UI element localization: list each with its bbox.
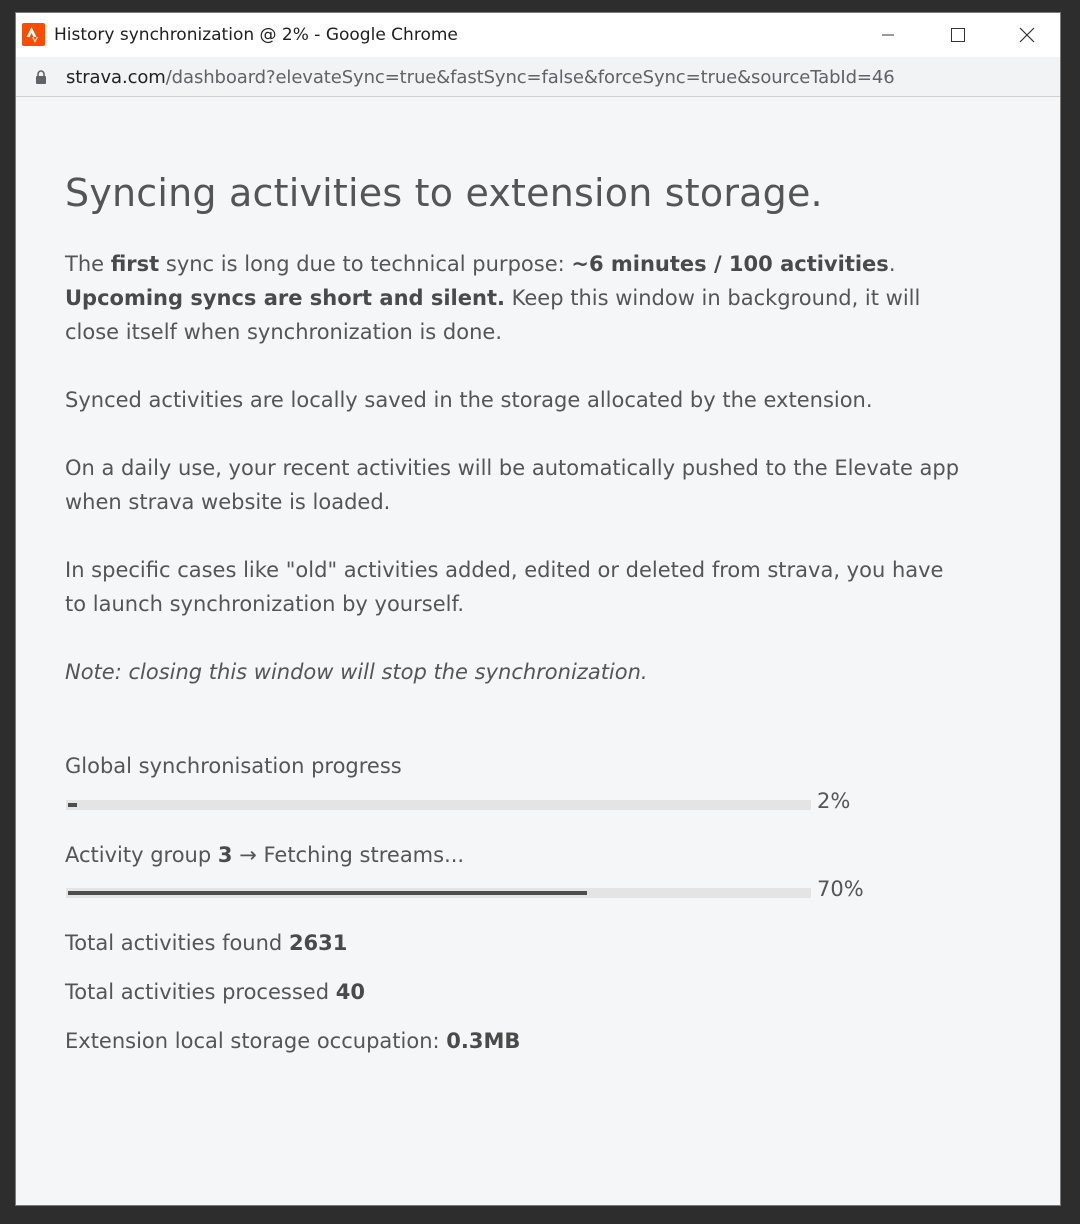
group-number: 3: [217, 843, 233, 867]
group-progress-fill: [68, 891, 587, 895]
note-paragraph: Note: closing this window will stop the synchronization.: [65, 660, 648, 684]
total-processed-label: Total activities processed: [65, 980, 336, 1004]
group-label-suffix: → Fetching streams...: [232, 843, 465, 867]
intro-text-2: sync is long due to technical purpose:: [159, 252, 572, 276]
storage-occupation-stat: [65, 1029, 520, 1053]
strava-icon: [22, 23, 45, 46]
maximize-button[interactable]: [924, 13, 992, 57]
storage-paragraph: Synced activities are locally saved in the storage allocated by the extension.: [65, 388, 873, 412]
total-found-value: 2631: [288, 931, 348, 955]
global-progress-bar: [66, 800, 811, 810]
intro-bold-first: first: [110, 252, 160, 276]
intro-text-3: .: [888, 252, 896, 276]
minimize-button[interactable]: [854, 13, 922, 57]
address-bar[interactable]: [16, 57, 1060, 97]
page-title: Syncing activities to extension storage.: [65, 171, 823, 215]
global-progress-fill: [68, 803, 77, 807]
lock-icon[interactable]: [35, 69, 47, 89]
title-bar: [16, 13, 1060, 57]
storage-occupation-label: Extension local storage occupation:: [65, 1029, 447, 1053]
group-progress-label: [65, 843, 464, 867]
global-progress-percent: 2%: [817, 789, 851, 813]
global-progress-label: Global synchronisation progress: [65, 754, 402, 778]
url-path: /dashboard?elevateSync=true&fastSync=false&forceSync=true&sourceTabId=46: [165, 67, 895, 88]
maximize-icon: [950, 27, 966, 43]
url-text[interactable]: [66, 67, 895, 88]
intro-text-4: Keep this window in background, it will close itself when synchronization is done.: [65, 286, 921, 344]
total-found-stat: [65, 931, 347, 955]
total-found-label: Total activities found: [65, 931, 289, 955]
daily-use-paragraph: On a daily use, your recent activities will be automatically pushed to the Elevate app when strava website is loaded.: [65, 456, 960, 514]
intro-text-1: The: [65, 252, 111, 276]
storage-occupation-value: 0.3MB: [446, 1029, 521, 1053]
page-content: [16, 99, 1060, 1205]
group-progress-percent: 70%: [817, 877, 864, 901]
browser-window: [15, 12, 1061, 1206]
specific-cases-paragraph: In specific cases like "old" activities added, edited or deleted from strava, you have to launch synchronization by yourself.: [65, 558, 944, 616]
intro-paragraph: [65, 247, 965, 349]
close-icon: [1019, 27, 1035, 43]
close-button[interactable]: [993, 13, 1061, 57]
url-host: strava.com: [66, 67, 166, 88]
window-title: History synchronization @ 2% - Google Chrome: [54, 25, 458, 45]
minimize-icon: [881, 28, 895, 42]
group-progress-bar: [66, 888, 811, 898]
intro-bold-upcoming: Upcoming syncs are short and silent.: [65, 286, 505, 310]
intro-bold-duration: ~6 minutes / 100 activities: [571, 252, 889, 276]
group-label-prefix: Activity group: [65, 843, 218, 867]
total-processed-stat: [65, 980, 365, 1004]
total-processed-value: 40: [335, 980, 365, 1004]
